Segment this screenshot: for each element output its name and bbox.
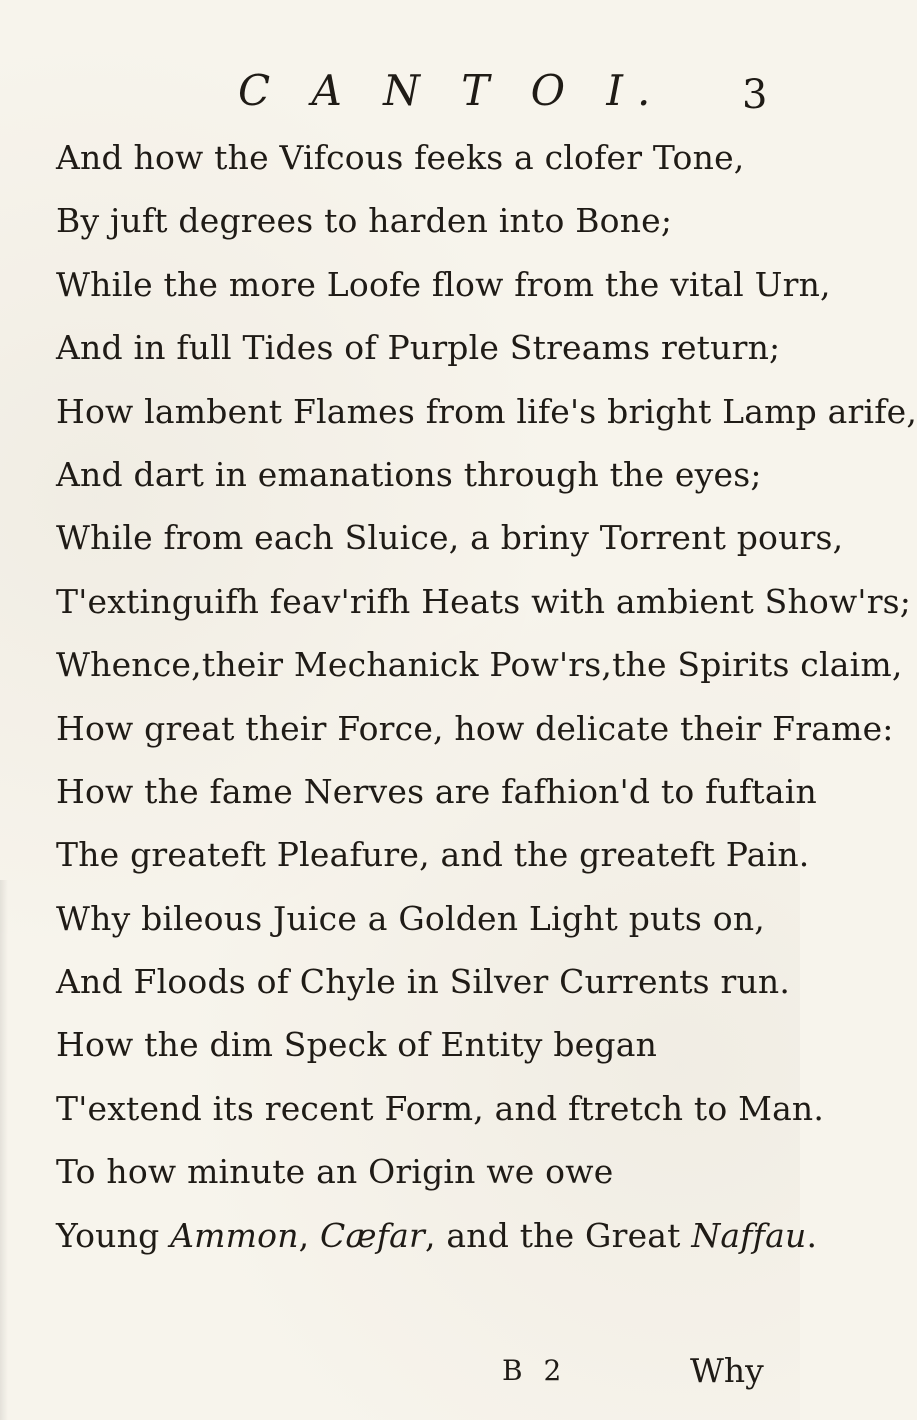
verse-line: Why bileous Juice a Golden Light puts on, bbox=[56, 898, 765, 938]
verse-line: How the dim Speck of Entity began bbox=[56, 1025, 658, 1065]
name-caesar: Cæfar bbox=[320, 1215, 425, 1255]
verse-fragment: , bbox=[298, 1215, 321, 1255]
verse-line: T'extend its recent Form, and ftretch to Man. bbox=[56, 1088, 825, 1128]
verse-line: Whence,their Mechanick Pow'rs,the Spirits claim, bbox=[56, 645, 903, 685]
verse-line: And how the Vifcous feeks a clofer Tone, bbox=[56, 138, 745, 177]
verse-fragment: , and the Great bbox=[424, 1215, 692, 1255]
page-gutter-shadow bbox=[0, 880, 8, 1420]
page-header bbox=[0, 66, 800, 126]
verse-line: By juft degrees to harden into Bone; bbox=[56, 201, 673, 241]
name-ammon: Ammon bbox=[170, 1215, 299, 1255]
verse-line: How the fame Nerves are fafhion'd to fuftain bbox=[56, 771, 817, 811]
page-footer bbox=[0, 1346, 800, 1406]
verse-line: While from each Sluice, a briny Torrent pours, bbox=[56, 518, 844, 558]
verse-line: And Floods of Chyle in Silver Currents run. bbox=[56, 962, 791, 1002]
verse-line: The greateft Pleafure, and the greateft Pain. bbox=[56, 835, 810, 875]
verse-line: To how minute an Origin we owe bbox=[56, 1152, 614, 1192]
verse-line: How great their Force, how delicate their Frame: bbox=[56, 708, 894, 748]
verse-line: And in full Tides of Purple Streams return; bbox=[56, 328, 781, 368]
page-number: 3 bbox=[742, 72, 768, 118]
verse-text bbox=[56, 126, 917, 1267]
verse-fragment: Young bbox=[56, 1215, 171, 1255]
verse-line-last bbox=[56, 1204, 818, 1267]
verse-line: While the more Loofe flow from the vital Urn, bbox=[56, 264, 831, 304]
verse-fragment: . bbox=[806, 1215, 818, 1255]
verse-line: T'extinguifh feav'rifh Heats with ambient Show'rs; bbox=[56, 581, 912, 621]
signature-mark: B 2 bbox=[502, 1354, 568, 1387]
name-nassau: Naffau bbox=[691, 1215, 807, 1255]
catchword: Why bbox=[690, 1351, 764, 1390]
verse-line: How lambent Flames from life's bright Lamp arife, bbox=[56, 391, 917, 431]
running-head: C A N T O I. bbox=[238, 66, 665, 115]
verse-line: And dart in emanations through the eyes; bbox=[56, 454, 762, 494]
